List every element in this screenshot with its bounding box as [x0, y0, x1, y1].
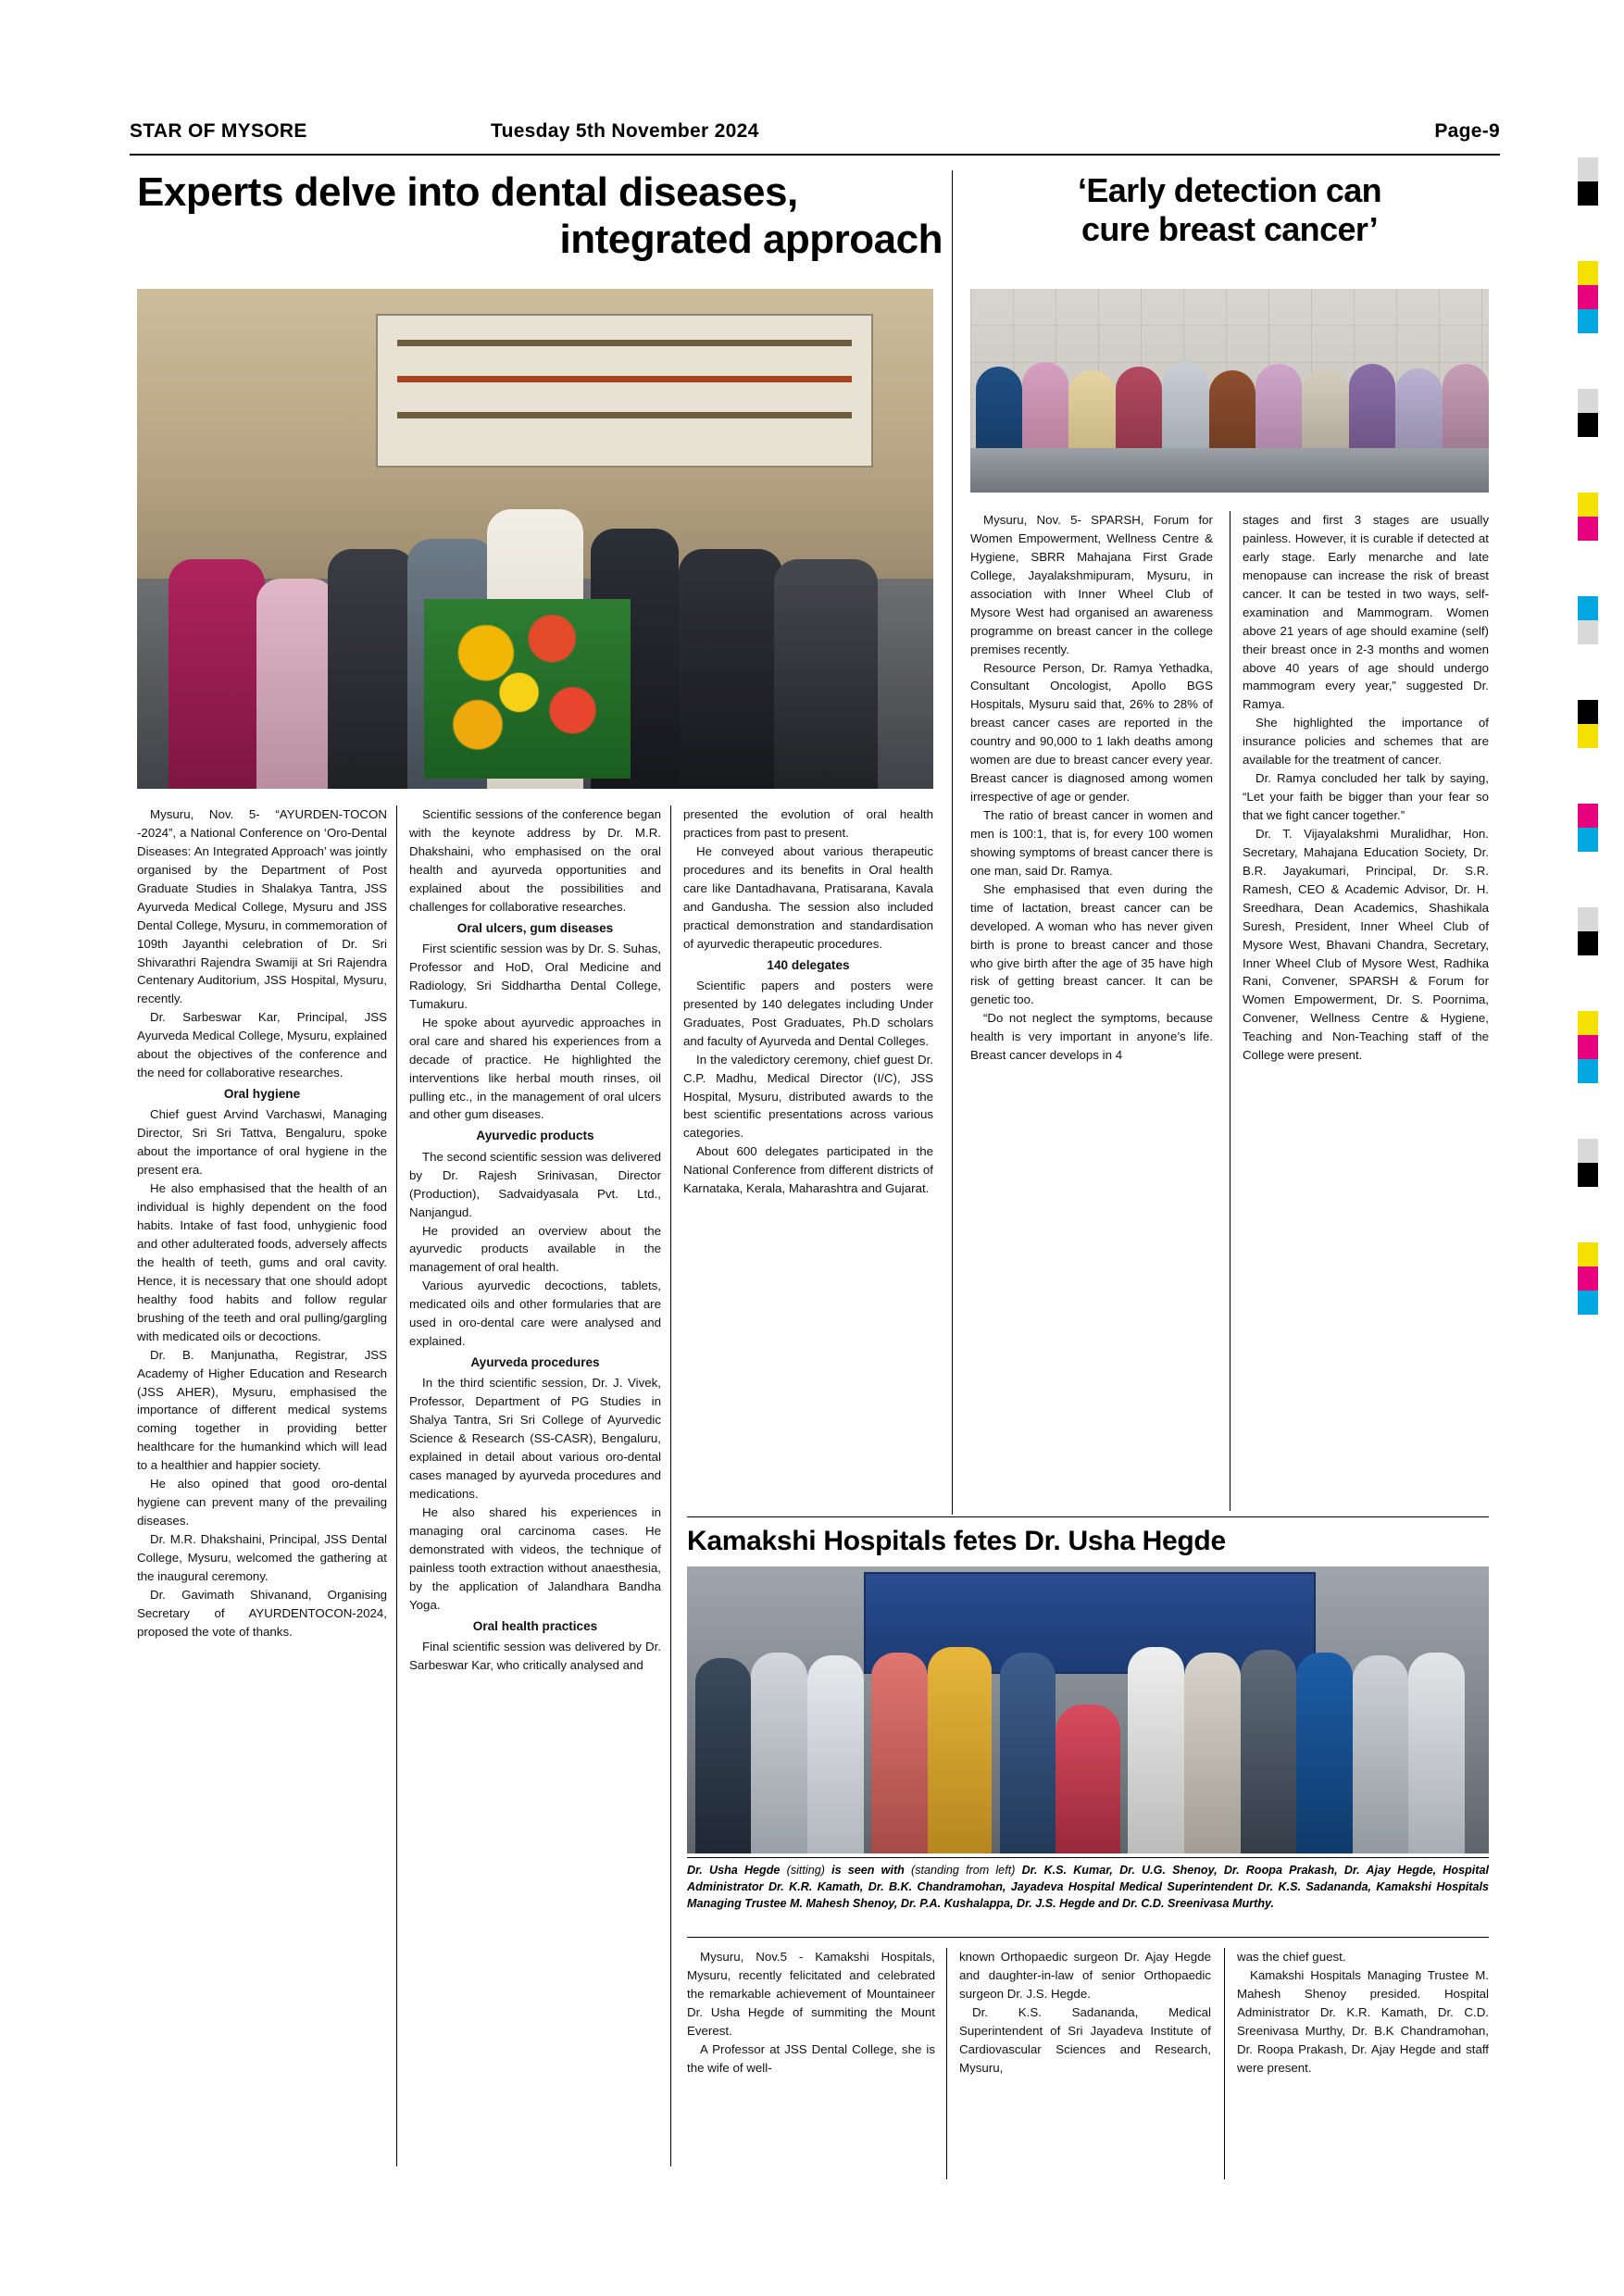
subheading-ayurvedic-products: Ayurvedic products	[476, 1129, 594, 1143]
paragraph: A Professor at JSS Dental College, she is the wife of well-	[687, 2041, 935, 2075]
paragraph: Dr. Ramya concluded her talk by saying, “Let your faith be bigger than your fear so that we fight cancer together.”	[1243, 771, 1489, 822]
kamakshi-felicitation-photo	[687, 1566, 1489, 1853]
caption-part-5: Dr. K.S. Kumar, Dr. U.G. Shenoy, Dr. Roopa Prakash, Dr. Ajay Hegde, Hospital Administrator Dr. K.R. Kamath, Dr. B.K. Chandramohan, Jayadeva Hospital Medical Superintendent Dr. K.S. Sadananda, Kamakshi Hospitals Managing Trustee M. Mahesh Shenoy, Dr. P.A. Kushalappa, Dr. J.S. Hegde and Dr. C.D. Sreenivasa Murthy.	[687, 1864, 1489, 1910]
caption-part-4: (standing from left)	[904, 1864, 1022, 1877]
paragraph: In the third scientific session, Dr. J. Vivek, Professor, Department of PG Studies in Shalya Tantra, Sri Sri College of Ayurvedic Science & Research (SS-CASR), Bengaluru, explained in detail about various oro-dental cases managed by ayurveda procedures and medications.	[409, 1376, 661, 1502]
paragraph: Various ayurvedic decoctions, tablets, medicated oils and other formularies that are used in oro-dental care were analysed and explained.	[409, 1279, 661, 1349]
color-registration-bar	[1578, 157, 1598, 2268]
paragraph: Kamakshi Hospitals Managing Trustee M. Mahesh Shenoy presided. Hospital Administrator Dr. K.R. Kamath, Dr. C.D. Sreenivasa Murthy, Dr. B.K Chandramohan, Dr. Roopa Prakash, Dr. Ajay Hegde and staff were present.	[1237, 1967, 1489, 2075]
dental-column-2	[409, 805, 661, 2176]
masthead-rule	[130, 154, 1500, 156]
dental-column-1	[137, 805, 387, 2176]
paragraph: Dr. Sarbeswar Kar, Principal, JSS Ayurveda Medical College, Mysuru, explained about the objectives of the conference and the need for collaborative researches.	[137, 1010, 387, 1080]
kamakshi-column-2	[959, 1948, 1211, 2179]
paragraph: The second scientific session was delivered by Dr. Rajesh Srinivasan, Director (Production), Sadvaidyasala Pvt. Ltd., Nanjangud.	[409, 1149, 661, 1219]
paragraph: Scientific papers and posters were presented by 140 delegates including Under Graduates, Post Graduates, Ph.D scholars and faculty of Ayurveda and Dental Colleges.	[683, 978, 933, 1048]
kamakshi-column-3	[1237, 1948, 1489, 2179]
subheading-ayurveda-procedures: Ayurveda procedures	[470, 1355, 600, 1370]
paragraph: Dr. M.R. Dhakshaini, Principal, JSS Dental College, Mysuru, welcomed the gathering at the inaugural ceremony.	[137, 1532, 387, 1583]
paragraph: Dr. K.S. Sadananda, Medical Superintendent of Sri Jayadeva Institute of Cardiovascular Sciences and Research, Mysuru,	[959, 2004, 1211, 2075]
subheading-140-delegates: 140 delegates	[767, 957, 850, 972]
dental-conference-photo	[137, 289, 933, 789]
paragraph: Resource Person, Dr. Ramya Yethadka, Consultant Oncologist, Apollo BGS Hospitals, Mysuru said that, 26% to 28% of breast cancer cases are reported in the country and 90,000 to 1 lakh deaths among women are due to breast cancer every year. Breast cancer is diagnosed among women irrespective of age or gender.	[970, 660, 1213, 805]
paragraph: Mysuru, Nov. 5- “AYURDEN-TOCON -2024”, a National Conference on ‘Oro-Dental Diseases: An Integrated Approach’ was jointly organised by the Department of Post Graduate Studies in Shalakya Tantra, JSS Ayurveda Medical College, Mysuru and JSS Dental College, Mysuru, in commemoration of 109th Jayanthi celebration of Dr. Sri Shivarathri Rajendra Swamiji at Sri Rajendra Centenary Auditorium, JSS Hospital, Mysuru, recently.	[137, 807, 387, 1006]
masthead	[130, 120, 1500, 143]
headline-line-2: cure breast cancer’	[1081, 209, 1379, 248]
dental-column-3	[683, 805, 933, 1509]
paragraph: Final scientific session was delivered by Dr. Sarbeswar Kar, who critically analysed and	[409, 1640, 661, 1672]
paragraph: He also opined that good oro-dental hygiene can prevent many of the prevailing diseases.	[137, 1477, 387, 1529]
paragraph: He conveyed about various therapeutic procedures and its benefits in Oral health care like Dantadhavana, Pratisarana, Kavala and Gandusha. The session also included practical demonstration and standardisation of ayurvedic therapeutic procedures.	[683, 843, 933, 951]
page-number: Page-9	[1434, 120, 1500, 142]
breast-cancer-awareness-photo	[970, 289, 1489, 493]
paragraph: She emphasised that even during the time of lactation, breast cancer can be developed. A woman who has never given birth is prone to breast cancer and those who give birth after the age of 35 have high risk of getting breast cancer. It can be genetic too.	[970, 881, 1213, 1007]
paragraph: Mysuru, Nov.5 - Kamakshi Hospitals, Mysuru, recently felicitated and celebrated the remarkable achievement of Mountaineer Dr. Usha Hegde of summiting the Mount Everest.	[687, 1950, 935, 2038]
paper-name: STAR OF MYSORE	[130, 120, 307, 142]
paragraph: was the chief guest.	[1237, 1950, 1346, 1964]
caption-rule-bottom	[687, 1937, 1489, 1938]
paragraph: He spoke about ayurvedic approaches in oral care and shared his experiences from a decade of practice. He highlighted the interventions like herbal mouth rinses, oil pulling etc., in the management of oral ulcers and other gum diseases.	[409, 1015, 661, 1122]
subheading-oral-hygiene: Oral hygiene	[223, 1087, 301, 1102]
paragraph: presented the evolution of oral health practices from past to present.	[683, 807, 933, 840]
paragraph: Scientific sessions of the conference began with the keynote address by Dr. M.R. Dhakshaini, who emphasised on the oral health and ayurveda opportunities and explained about the possibilities and challenges for collaborative researches.	[409, 807, 661, 914]
column-separator-kamakshi-1	[946, 1948, 947, 2179]
breast-column-1	[970, 511, 1213, 1502]
paragraph: The ratio of breast cancer in women and men is 100:1, that is, for every 100 women showing symptoms of breast cancer there is one man, said Dr. Ramya.	[970, 808, 1213, 878]
headline-line-1: Experts delve into dental diseases,	[137, 169, 798, 215]
dental-story-headline	[137, 168, 943, 263]
paragraph: Dr. Gavimath Shivanand, Organising Secretary of AYURDENTOCON-2024, proposed the vote of thanks.	[137, 1587, 387, 1639]
paragraph: Dr. T. Vijayalakshmi Muralidhar, Hon. Secretary, Mahajana Education Society, Dr. B.R. Jayakumari, Principal, Dr. S.R. Ramesh, CEO & Academic Advisor, Dr. H. Sreedhara, Dean Academics, Shashikala Suresh, President, Inner Wheel Club of Mysore West, Bhavani Chandra, Secretary, Inner Wheel Club of Mysore West, Radhika Rani, Convener, SPARSH & Forum for Women Empowerment, Dr. S. Poornima, Convener, Wellness Centre & Hygiene, Teaching and Non-Teaching staff of the College were present.	[1243, 826, 1489, 1063]
kamakshi-column-1	[687, 1948, 935, 2179]
column-separator-left-2	[670, 805, 671, 2166]
paragraph: Mysuru, Nov. 5- SPARSH, Forum for Women Empowerment, Wellness Centre & Hygiene, SBRR Mahajana First Grade College, Jayalakshmipuram, Mysuru, in association with Inner Wheel Club of Mysore West had organised an awareness programme on breast cancer in the college premises recently.	[970, 513, 1213, 656]
paragraph: Chief guest Arvind Varchaswi, Managing Director, Sri Sri Tattva, Bengaluru, spoke about the importance of oral hygiene in the present era.	[137, 1107, 387, 1178]
kamakshi-story-headline: Kamakshi Hospitals fetes Dr. Usha Hegde	[687, 1526, 1226, 1556]
kamakshi-photo-caption	[687, 1863, 1489, 1913]
paragraph: stages and first 3 stages are usually painless. However, it is curable if detected at early stage. Early menarche and late menopause can increase the risk of breast cancer. It can be tested in two ways, self-examination and Mammogram. Women above 21 years of age should examine (self) their breast once in 2-3 months and women above 40 years of age should undergo mammogram every year,” suggested Dr. Ramya.	[1243, 513, 1489, 712]
breast-column-2	[1243, 511, 1489, 1502]
subheading-oral-health-practices: Oral health practices	[472, 1618, 598, 1633]
caption-rule-top	[687, 1857, 1489, 1858]
subheading-oral-ulcers: Oral ulcers, gum diseases	[456, 920, 614, 935]
caption-part-1: Dr. Usha Hegde	[687, 1864, 781, 1877]
section-rule-kamakshi	[687, 1516, 1489, 1517]
paragraph: “Do not neglect the symptoms, because health is very important in anyone’s life. Breast cancer develops in 4	[970, 1011, 1213, 1063]
paragraph: First scientific session was by Dr. S. Suhas, Professor and HoD, Oral Medicine and Radiology, Sri Siddhartha Dental College, Tumakuru.	[409, 942, 661, 1011]
headline-line-1: ‘Early detection can	[1077, 171, 1382, 209]
paragraph: known Orthopaedic surgeon Dr. Ajay Hegde and daughter-in-law of senior Orthopaedic surgeon Dr. J.S. Hegde.	[959, 1950, 1211, 2001]
column-separator-kamakshi-2	[1224, 1948, 1225, 2179]
headline-line-2: integrated approach	[559, 217, 943, 263]
column-separator-main	[952, 170, 953, 1515]
paragraph: He also emphasised that the health of an individual is highly dependent on the food habits. Intake of fast food, unhygienic food and other adulterated foods, adversely affects the health of teeth, gums and oral cavity. Hence, it is necessary that one should adopt healthy food habits and follow regular brushing of the teeth and oral pulling/gargling with medicated oils or decoctions.	[137, 1181, 387, 1343]
paragraph: He also shared his experiences in managing oral carcinoma cases. He demonstrated with videos, the technique of painless tooth extraction without anaesthesia, by the application of Jalandhara Bandha Yoga.	[409, 1505, 661, 1612]
paragraph: She highlighted the importance of insurance policies and schemes that are available for the treatment of cancer.	[1243, 716, 1489, 767]
column-separator-left-1	[396, 805, 397, 2166]
paragraph: Dr. B. Manjunatha, Registrar, JSS Academy of Higher Education and Research (JSS AHER), Mysuru, emphasised the importance of different medical systems coming together in providing better healthcare for the humankind which will lead to a healthier and happier society.	[137, 1347, 387, 1473]
caption-part-3: is seen with	[831, 1864, 905, 1877]
paragraph: He provided an overview about the ayurvedic products available in the management of oral health.	[409, 1223, 661, 1275]
issue-date: Tuesday 5th November 2024	[491, 120, 759, 142]
paragraph: About 600 delegates participated in the National Conference from different districts of Karnataka, Kerala, Maharashtra and Gujarat.	[683, 1144, 933, 1196]
paragraph: In the valedictory ceremony, chief guest Dr. C.P. Madhu, Medical Director (I/C), JSS Hospital, Mysuru, distributed awards to the best scientific presentations across various categories.	[683, 1052, 933, 1141]
caption-part-2: (sitting)	[780, 1864, 832, 1877]
breast-story-headline	[970, 171, 1489, 249]
